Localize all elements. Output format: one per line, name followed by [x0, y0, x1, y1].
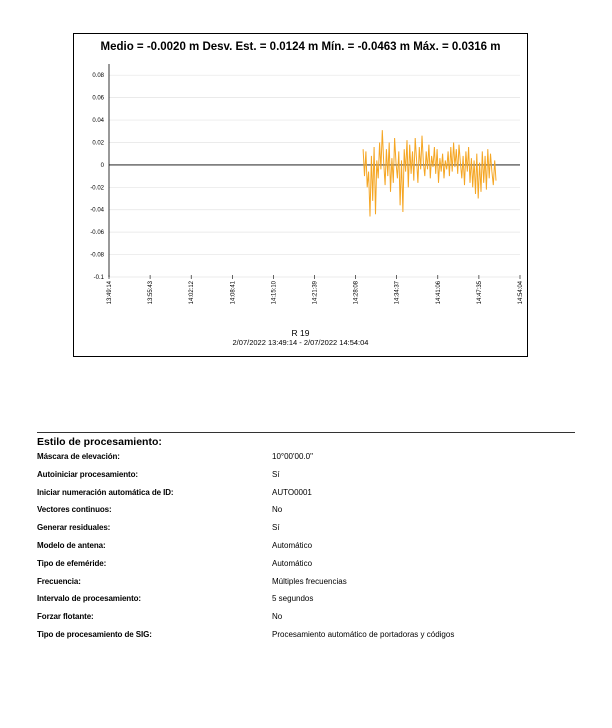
- x-tick-label: 14:21:39: [312, 281, 319, 305]
- settings-row: [37, 486, 575, 504]
- settings-value: Procesamiento automático de portadoras y códigos: [272, 629, 455, 639]
- settings-row: [37, 592, 575, 610]
- chart-plot: [74, 34, 529, 358]
- settings-value: Múltiples frecuencias: [272, 576, 347, 586]
- settings-value: Sí: [272, 469, 280, 479]
- settings-row: [37, 539, 575, 557]
- y-tick-label: 0.08: [92, 73, 104, 80]
- settings-list: [37, 450, 575, 646]
- settings-label: Autoiniciar procesamiento:: [37, 469, 138, 479]
- y-tick-label: 0.04: [92, 118, 104, 125]
- settings-row: [37, 610, 575, 628]
- x-tick-label: 14:02:12: [189, 281, 196, 305]
- settings-row: [37, 450, 575, 468]
- settings-row: [37, 575, 575, 593]
- x-tick-label: 14:28:08: [353, 281, 360, 305]
- x-tick-label: 13:49:14: [107, 281, 113, 305]
- y-tick-label: 0: [100, 162, 104, 169]
- section-title: Estilo de procesamiento:: [37, 436, 162, 448]
- settings-value: No: [272, 612, 283, 622]
- settings-row: [37, 503, 575, 521]
- processing-style-section: [37, 432, 575, 646]
- x-tick-label: 13:55:43: [148, 281, 155, 305]
- settings-label: Iniciar numeración automática de ID:: [37, 487, 174, 497]
- settings-label: Máscara de elevación:: [37, 452, 120, 461]
- residual-chart: [73, 33, 528, 357]
- y-tick-label: -0.04: [90, 207, 104, 214]
- settings-label: Forzar flotante:: [37, 612, 94, 622]
- settings-label: Vectores continuos:: [37, 505, 112, 515]
- y-tick-label: 0.02: [92, 140, 104, 147]
- settings-label: Tipo de efeméride:: [37, 558, 107, 568]
- x-tick-label: 14:15:10: [271, 281, 278, 305]
- settings-row: [37, 521, 575, 539]
- chart-subtitle: 2/07/2022 13:49:14 - 2/07/2022 14:54:04: [232, 338, 369, 347]
- x-tick-label: 14:34:37: [394, 281, 401, 305]
- y-tick-label: -0.08: [90, 252, 104, 259]
- settings-row: [37, 557, 575, 575]
- settings-value: Sí: [272, 523, 280, 533]
- chart-title: Medio = -0.0020 m Desv. Est. = 0.0124 m Mín. = -0.0463 m Máx. = 0.0316 m: [100, 41, 501, 53]
- settings-label: Modelo de antena:: [37, 540, 106, 550]
- settings-row: [37, 468, 575, 486]
- settings-label: Intervalo de procesamiento:: [37, 594, 141, 604]
- y-tick-label: -0.02: [90, 185, 104, 192]
- settings-label: Frecuencia:: [37, 576, 81, 586]
- settings-label: Generar residuales:: [37, 523, 111, 533]
- residual-series-line: [363, 130, 496, 216]
- x-tick-label: 14:41:06: [435, 281, 442, 305]
- x-tick-label: 14:08:41: [230, 281, 237, 305]
- settings-value: No: [272, 505, 283, 515]
- y-tick-label: -0.06: [90, 230, 104, 237]
- x-tick-label: 14:54:04: [518, 281, 524, 305]
- settings-value: AUTO0001: [272, 487, 312, 497]
- x-tick-label: 14:47:35: [476, 281, 483, 305]
- settings-value: Automático: [272, 540, 313, 550]
- settings-row: [37, 628, 575, 646]
- y-tick-label: 0.06: [92, 95, 104, 102]
- chart-xlabel: R 19: [291, 328, 310, 338]
- settings-label: Tipo de procesamiento de SIG:: [37, 629, 152, 639]
- settings-value: 10°00'00.0": [272, 452, 313, 461]
- settings-value: Automático: [272, 558, 313, 568]
- settings-value: 5 segundos: [272, 594, 314, 604]
- y-tick-label: -0.1: [93, 275, 104, 281]
